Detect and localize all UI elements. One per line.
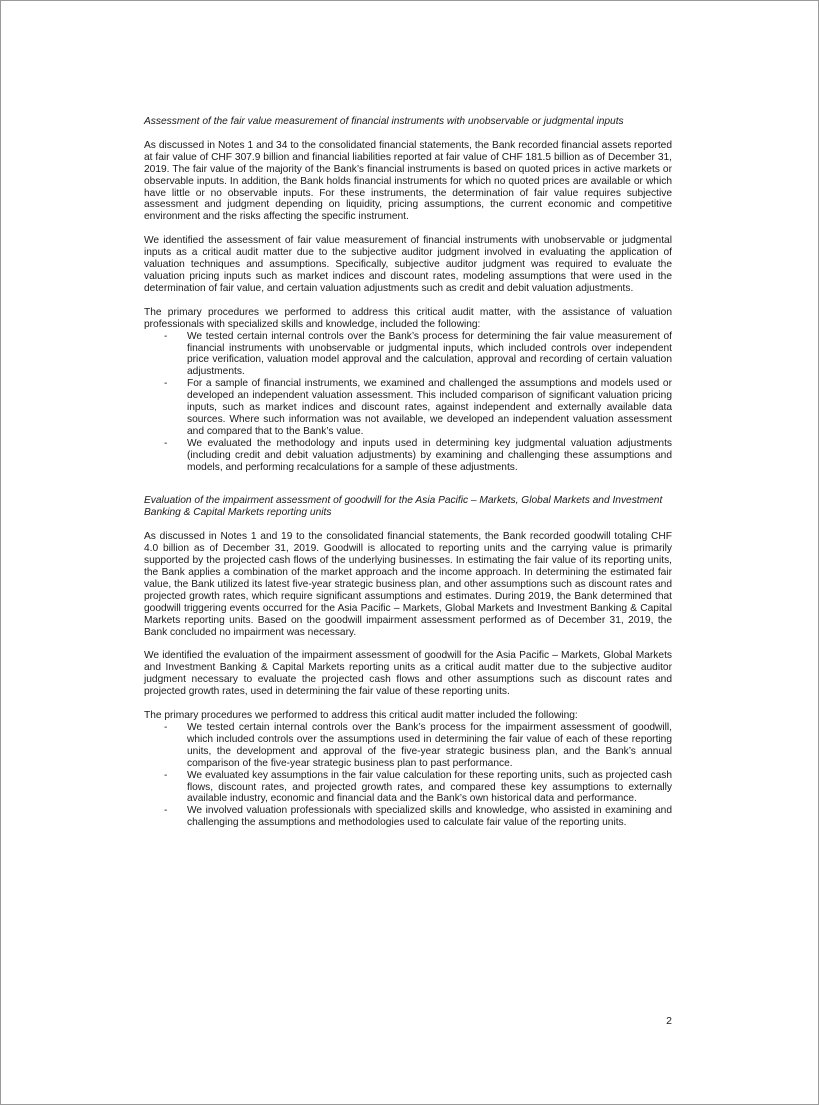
paragraph: The primary procedures we performed to address this critical audit matter, with the assistance of valuation professionals with specialized skills and knowledge, included the following: xyxy=(144,306,672,330)
list-item-text: We tested certain internal controls over the Bank’s process for determining the fair value measurement of financial instruments with unobservable or judgmental inputs, which included controls over independent price verification, valuation model approval and the calculation, approval and recording of certain valuation adjustments. xyxy=(187,330,672,378)
list-item xyxy=(144,438,672,474)
list-item xyxy=(144,805,672,829)
list-item-text: We evaluated key assumptions in the fair value calculation for these reporting units, such as projected cash flows, discount rates, and projected growth rates, and compared these key assumptions to externally available industry, economic and financial data and the Bank’s own historical data and performance. xyxy=(187,769,672,805)
procedure-list xyxy=(144,722,672,829)
paragraph: As discussed in Notes 1 and 19 to the consolidated financial statements, the Bank recorded goodwill totaling CHF 4.0 billion as of December 31, 2019. Goodwill is allocated to reporting units and the carrying value is primarily supported by the projected cash flows of the underlying businesses. In estimating the fair value of its reporting units, the Bank applies a combination of the market approach and the income approach. In determining the estimated fair value, the Bank utilized its latest five-year strategic business plan, and other assumptions such as discount rates and projected growth rates, which require significant assumptions and estimates. During 2019, the Bank determined that goodwill triggering events occurred for the Asia Pacific – Markets, Global Markets and Investment Banking & Capital Markets reporting units. Based on the goodwill impairment assessment performed as of December 31, 2019, the Bank concluded no impairment was necessary. xyxy=(144,531,672,638)
dash-bullet: - xyxy=(164,721,168,733)
list-item-text: We tested certain internal controls over the Bank’s process for the impairment assessment of goodwill, which included controls over the assumptions used in determining the fair value of each of these reporting units, the development and approval of the five-year strategic business plan, and the Bank’s annual comparison of the five-year strategic business plan to past performance. xyxy=(187,721,672,769)
page-content xyxy=(144,116,672,829)
list-item xyxy=(144,722,672,770)
paragraph: We identified the assessment of fair value measurement of financial instruments with unobservable or judgmental inputs as a critical audit matter due to the subjective auditor judgment involved in evaluating the application of valuation techniques and assumptions. Specifically, subjective auditor judgment was required to evaluate the valuation pricing inputs such as market indices and discount rates, modeling assumptions that were used in the determination of fair value, and certain valuation adjustments such as credit and debit valuation adjustments. xyxy=(144,235,672,294)
paragraph: The primary procedures we performed to address this critical audit matter included the following: xyxy=(144,710,578,722)
dash-bullet: - xyxy=(164,437,168,449)
dash-bullet: - xyxy=(164,330,168,342)
page-number: 2 xyxy=(666,1015,672,1027)
section-heading-fair-value: Assessment of the fair value measurement of financial instruments with unobservable or judgmental inputs xyxy=(144,116,624,127)
dash-bullet: - xyxy=(164,769,168,781)
paragraph: We identified the evaluation of the impairment assessment of goodwill for the Asia Pacific – Markets, Global Markets and Investment Banking & Capital Markets reporting units as a critical audit matter due to the subjective auditor judgment necessary to evaluate the projected cash flows and other assumptions such as discount rates and projected growth rates, used in determining the fair value of these reporting units. xyxy=(144,650,672,698)
paragraph: As discussed in Notes 1 and 34 to the consolidated financial statements, the Bank recorded financial assets reported at fair value of CHF 307.9 billion and financial liabilities reported at fair value of CHF 181.5 billion as of December 31, 2019. The fair value of the majority of the Bank’s financial instruments is based on quoted prices in active markets or observable inputs. In addition, the Bank holds financial instruments for which no quoted prices are available or which have little or no observable inputs. For these instruments, the determination of fair value requires subjective assessment and judgment depending on liquidity, pricing assumptions, the current economic and competitive environment and the risks affecting the specific instrument. xyxy=(144,139,672,223)
section-heading-goodwill: Evaluation of the impairment assessment of goodwill for the Asia Pacific – Markets, Global Markets and Investment Banking & Capital Markets reporting units xyxy=(144,495,663,519)
dash-bullet: - xyxy=(164,805,168,817)
procedure-list xyxy=(144,331,672,474)
list-item xyxy=(144,331,672,379)
list-item-text: We evaluated the methodology and inputs used in determining key judgmental valuation adjustments (including credit and debit valuation adjustments) by examining and challenging these assumptions and models, and performing recalculations for a sample of these adjustments. xyxy=(187,437,672,473)
list-item xyxy=(144,378,672,438)
list-item-text: For a sample of financial instruments, we examined and challenged the assumptions and models used or developed an independent valuation assessment. This included comparison of significant valuation pricing inputs, such as market indices and discount rates, against independent and externally available data sources. Where such information was not available, we developed an independent valuation assessment and compared that to the Bank’s value. xyxy=(187,378,672,437)
list-item xyxy=(144,770,672,806)
dash-bullet: - xyxy=(164,378,168,390)
list-item-text: We involved valuation professionals with specialized skills and knowledge, who assisted in examining and challenging the assumptions and methodologies used to calculate fair value of the reporting units. xyxy=(187,805,672,829)
